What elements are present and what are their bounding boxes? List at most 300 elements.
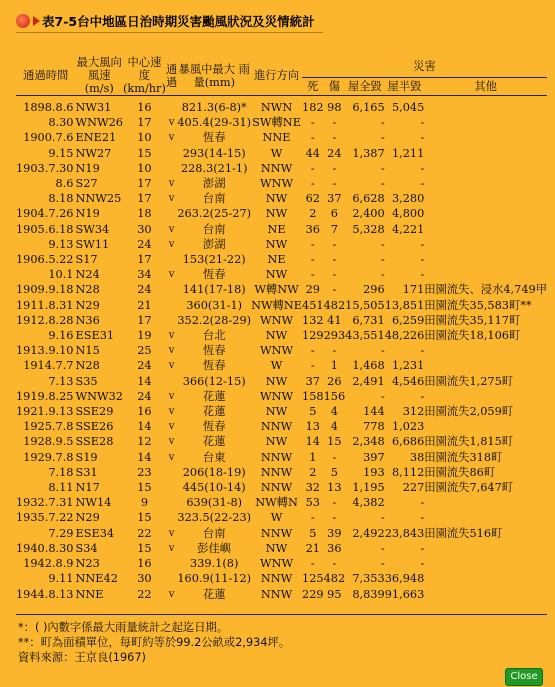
- cell-direction: NNW: [260, 587, 293, 601]
- cell-date: 1929.7.8: [23, 450, 74, 464]
- cell-wind: SSE28: [75, 435, 114, 449]
- cell-dead: 129: [302, 329, 324, 343]
- cell-other: [424, 237, 547, 252]
- cell-date: 1940.8.30: [16, 541, 74, 555]
- cell-injured: 4: [330, 420, 338, 434]
- cell-speed: 17: [137, 116, 152, 130]
- cell-speed: 12: [137, 435, 152, 449]
- cell-dead: -: [310, 161, 315, 175]
- header-injured: 傷: [328, 79, 341, 93]
- cell-dead: 36: [305, 222, 320, 236]
- cell-pass: [166, 298, 177, 313]
- cell-half-destroyed: 23,843: [384, 526, 425, 540]
- cell-pass: v: [168, 269, 175, 281]
- cell-half-destroyed: 13,851: [384, 298, 425, 312]
- cell-half-destroyed: -: [420, 344, 425, 358]
- cell-speed: 16: [137, 557, 152, 571]
- cell-speed: 25: [137, 344, 152, 358]
- table-row: [16, 267, 547, 282]
- cell-full-destroyed: 7,353: [352, 572, 385, 586]
- table-row: [16, 495, 547, 510]
- cell-speed: 17: [137, 253, 152, 267]
- cell-full-destroyed: 8,839: [352, 587, 385, 601]
- footnotes: [18, 620, 290, 665]
- cell-rain: 639(31-8): [186, 496, 243, 510]
- cell-rain: 153(21-22): [182, 253, 246, 267]
- cell-half-destroyed: 227: [402, 481, 425, 495]
- cell-half-destroyed: -: [420, 177, 425, 191]
- cell-half-destroyed: -: [420, 116, 425, 130]
- cell-rain: 821.3(6-8)*: [181, 101, 247, 114]
- cell-date: 1898.8.6: [23, 101, 74, 114]
- cell-date: 8.18: [48, 192, 74, 206]
- table-body: [16, 96, 547, 602]
- cell-other: [424, 587, 547, 602]
- cell-wind: NW14: [75, 496, 112, 510]
- cell-speed: 15: [137, 481, 152, 495]
- cell-full-destroyed: 2,348: [352, 435, 385, 449]
- cell-full-destroyed: 2,400: [352, 207, 385, 221]
- cell-direction: NW: [265, 329, 288, 343]
- cell-speed: 17: [137, 192, 152, 206]
- table-row: [16, 587, 547, 602]
- table-row: [16, 541, 547, 556]
- cell-pass: [166, 282, 177, 297]
- cell-other: 田園流失18,106町: [424, 329, 521, 343]
- cell-rain: 360(31-1): [186, 298, 243, 312]
- cell-other: [424, 252, 547, 267]
- cell-pass: [166, 206, 177, 221]
- cell-direction: NW: [265, 374, 288, 388]
- cell-dead: 14: [305, 435, 320, 449]
- cell-direction: NE: [267, 222, 286, 236]
- table-row: [16, 571, 547, 586]
- cell-full-destroyed: 193: [363, 465, 385, 479]
- cell-injured: 7: [330, 222, 338, 236]
- cell-date: 1906.5.22: [16, 253, 74, 267]
- cell-wind: N23: [75, 557, 100, 571]
- cell-dead: -: [310, 237, 315, 251]
- header-speed: 中心速度 (km/hr): [123, 56, 166, 95]
- cell-dead: 13: [305, 420, 320, 434]
- cell-date: 1909.9.18: [16, 283, 74, 297]
- arrow-icon: [33, 16, 40, 26]
- cell-other: [424, 130, 547, 145]
- cell-full-destroyed: 4,382: [352, 496, 385, 510]
- cell-injured: -: [332, 253, 337, 267]
- cell-other: 田園流失7,647町: [424, 481, 514, 495]
- cell-direction: WNW: [259, 313, 294, 327]
- table-row: [16, 130, 547, 145]
- cell-pass: v: [168, 223, 175, 235]
- cell-speed: 14: [137, 450, 152, 464]
- cell-injured: 5: [330, 465, 338, 479]
- cell-wind: SW34: [75, 222, 110, 236]
- table-row: [16, 146, 547, 161]
- cell-half-destroyed: 1,023: [391, 420, 425, 434]
- cell-injured: 26: [327, 374, 342, 388]
- cell-wind: N28: [75, 283, 100, 297]
- cell-other: [424, 343, 547, 358]
- cell-other: [424, 556, 547, 571]
- cell-other: [424, 176, 547, 191]
- cell-date: 1935.7.22: [16, 511, 74, 525]
- cell-date: 1914.7.7: [23, 359, 74, 373]
- cell-date: 1925.7.8: [23, 420, 74, 434]
- cell-speed: 24: [137, 389, 152, 403]
- cell-pass: v: [168, 406, 175, 418]
- cell-date: 8.30: [48, 116, 74, 130]
- cell-direction: NNW: [260, 161, 293, 175]
- cell-direction: NW: [265, 192, 288, 206]
- cell-pass: [166, 480, 177, 495]
- cell-dead: -: [310, 511, 315, 525]
- cell-pass: [166, 96, 177, 116]
- cell-wind: NNE42: [75, 572, 118, 586]
- table-row: [16, 206, 547, 221]
- cell-wind: S19: [75, 450, 98, 464]
- cell-pass: v: [168, 542, 175, 554]
- cell-wind: ESE31: [75, 329, 115, 343]
- cell-direction: W: [270, 146, 283, 160]
- cell-dead: 132: [302, 313, 324, 327]
- cell-half-destroyed: -: [420, 268, 425, 282]
- cell-half-destroyed: 3,280: [391, 192, 425, 206]
- cell-injured: -: [332, 511, 337, 525]
- cell-dead: -: [310, 177, 315, 191]
- cell-half-destroyed: 8,112: [391, 465, 425, 479]
- cell-other: [424, 96, 547, 116]
- cell-pass: [166, 510, 177, 525]
- cell-direction: NW轉N: [255, 496, 298, 510]
- cell-injured: 24: [327, 146, 342, 160]
- cell-rain: 405.4(29-31): [177, 116, 252, 130]
- cell-direction: SW轉NE: [252, 116, 301, 130]
- cell-speed: 17: [137, 177, 152, 191]
- cell-pass: [166, 374, 177, 389]
- cell-direction: WNW: [259, 344, 294, 358]
- cell-rain: 台北: [202, 329, 226, 343]
- cell-half-destroyed: -: [420, 253, 425, 267]
- cell-full-destroyed: -: [380, 253, 385, 267]
- cell-full-destroyed: 2,492: [352, 526, 385, 540]
- cell-dead: -: [310, 268, 315, 282]
- cell-dead: -: [310, 557, 315, 571]
- header-direction: 進行方向: [253, 69, 300, 82]
- cell-pass: v: [168, 451, 175, 463]
- table-row: [16, 556, 547, 571]
- cell-dead: -: [310, 253, 315, 267]
- cell-other: 田園流失318町: [424, 450, 503, 464]
- cell-date: 1905.6.18: [16, 222, 74, 236]
- cell-speed: 22: [137, 587, 152, 601]
- cell-half-destroyed: -: [420, 237, 425, 251]
- cell-direction: NW: [265, 435, 288, 449]
- cell-injured: 39: [327, 526, 342, 540]
- table-row: [16, 358, 547, 373]
- cell-speed: 24: [137, 359, 152, 373]
- cell-direction: NW: [265, 268, 288, 282]
- table-row: [16, 465, 547, 480]
- cell-full-destroyed: 397: [363, 450, 385, 464]
- cell-injured: 6: [330, 207, 338, 221]
- cell-injured: 482: [323, 572, 346, 586]
- cell-date: 9.16: [48, 329, 74, 343]
- cell-speed: 30: [137, 222, 152, 236]
- cell-dead: 2: [309, 465, 317, 479]
- cell-other: 田園流失516町: [424, 526, 503, 540]
- cell-wind: WNW26: [75, 116, 123, 130]
- table-row: [16, 389, 547, 404]
- cell-rain: 206(18-19): [182, 465, 246, 479]
- cell-other: [424, 161, 547, 176]
- cell-other: 田園流失、浸水4,749甲: [424, 283, 547, 297]
- cell-injured: 1: [330, 359, 338, 373]
- cell-wind: WNW32: [75, 389, 123, 403]
- cell-full-destroyed: 6,628: [352, 192, 385, 206]
- cell-rain: 恆春: [202, 344, 226, 358]
- table-row: [16, 115, 547, 130]
- cell-full-destroyed: -: [380, 389, 385, 403]
- footnote-1: *：( )內數字係最大雨量統計之起迄日期。: [18, 621, 229, 634]
- cell-half-destroyed: -: [420, 131, 425, 145]
- cell-other: [424, 191, 547, 206]
- cell-other: 田園流失35,117町: [424, 313, 521, 327]
- cell-dead: 182: [302, 101, 324, 114]
- cell-full-destroyed: 43,551: [345, 329, 385, 343]
- cell-other: 田園流失1,815町: [424, 435, 514, 449]
- header-dead: 死: [307, 79, 319, 93]
- cell-injured: 41: [327, 313, 342, 327]
- cell-date: 9.11: [48, 572, 74, 586]
- table-row: [16, 282, 547, 297]
- cell-half-destroyed: 6,259: [391, 313, 425, 327]
- cell-injured: 13: [327, 481, 342, 495]
- close-button[interactable]: Close: [505, 668, 543, 686]
- cell-speed: 9: [140, 496, 149, 510]
- cell-half-destroyed: 4,800: [391, 207, 425, 221]
- cell-direction: NNW: [260, 450, 293, 464]
- cell-dead: 1: [309, 450, 317, 464]
- cell-other: [424, 267, 547, 282]
- cell-direction: NNE: [262, 131, 291, 145]
- cell-pass: v: [168, 117, 175, 129]
- cell-pass: v: [168, 193, 175, 205]
- cell-other: [424, 541, 547, 556]
- cell-direction: NW: [265, 207, 288, 221]
- cell-wind: N15: [75, 344, 100, 358]
- cell-half-destroyed: 1,231: [391, 359, 425, 373]
- cell-date: 1911.8.31: [16, 298, 74, 312]
- cell-speed: 10: [137, 161, 152, 175]
- cell-direction: NNW: [260, 465, 293, 479]
- cell-direction: NW: [265, 237, 288, 251]
- cell-half-destroyed: 4,221: [391, 222, 425, 236]
- cell-date: 10.1: [48, 268, 74, 282]
- cell-full-destroyed: 1,387: [352, 146, 385, 160]
- cell-dead: -: [310, 131, 315, 145]
- cell-speed: 15: [137, 511, 152, 525]
- table-row: [16, 176, 547, 191]
- cell-speed: 24: [137, 237, 152, 251]
- cell-date: 7.18: [48, 465, 74, 479]
- cell-full-destroyed: -: [380, 557, 385, 571]
- table-row: [16, 480, 547, 495]
- cell-speed: 23: [137, 465, 152, 479]
- header-half-destroyed: 屋半毀: [387, 79, 422, 93]
- cell-full-destroyed: -: [380, 237, 385, 251]
- cell-speed: 14: [137, 420, 152, 434]
- cell-dead: -: [310, 344, 315, 358]
- cell-rain: 台東: [202, 450, 226, 464]
- cell-wind: NW31: [75, 101, 112, 114]
- cell-dead: 125: [302, 572, 324, 586]
- cell-injured: -: [332, 450, 337, 464]
- cell-injured: 15: [327, 435, 342, 449]
- cell-date: 1900.7.6: [23, 131, 74, 145]
- cell-pass: [166, 465, 177, 480]
- cell-rain: 彭佳嶼: [197, 541, 232, 555]
- cell-half-destroyed: 48,226: [384, 329, 425, 343]
- cell-injured: 37: [327, 192, 342, 206]
- cell-pass: [166, 571, 177, 586]
- cell-injured: -: [332, 237, 337, 251]
- cell-half-destroyed: 5,045: [391, 101, 425, 114]
- table-row: [16, 298, 547, 313]
- cell-wind: S34: [75, 541, 98, 555]
- cell-dead: 2: [309, 207, 317, 221]
- cell-wind: ENE21: [75, 131, 117, 145]
- table-row: [16, 328, 547, 343]
- cell-full-destroyed: -: [380, 541, 385, 555]
- cell-injured: -: [332, 557, 337, 571]
- footnote-source: 資料來源：王京良(1967): [18, 651, 146, 664]
- cell-date: 1904.7.26: [16, 207, 74, 221]
- cell-pass: v: [168, 436, 175, 448]
- cell-half-destroyed: -: [420, 541, 425, 555]
- cell-full-destroyed: -: [380, 131, 385, 145]
- header-rain: 暴風中最大 雨量(mm): [178, 62, 250, 89]
- cell-dead: 229: [302, 587, 324, 601]
- cell-injured: 98: [327, 101, 342, 114]
- table-row: [16, 526, 547, 541]
- table-row: [16, 450, 547, 465]
- cell-dead: 53: [305, 496, 320, 510]
- cell-speed: 18: [137, 207, 152, 221]
- header-full-destroyed: 屋全毀: [347, 79, 382, 93]
- cell-half-destroyed: 36,948: [384, 572, 425, 586]
- cell-dead: 29: [305, 283, 320, 297]
- cell-wind: NW27: [75, 146, 112, 160]
- cell-dead: 32: [305, 481, 320, 495]
- cell-date: 1903.7.30: [16, 161, 74, 175]
- cell-rain: 323.5(22-23): [177, 511, 252, 525]
- cell-other: [424, 495, 547, 510]
- table-row: [16, 222, 547, 237]
- cell-direction: W: [270, 359, 283, 373]
- cell-direction: W轉NW: [254, 283, 299, 297]
- cell-other: 田園流失2,059町: [424, 405, 514, 419]
- cell-speed: 16: [137, 101, 152, 114]
- cell-other: [424, 358, 547, 373]
- cell-dead: 5: [309, 526, 317, 540]
- cell-half-destroyed: 91,663: [384, 587, 425, 601]
- cell-pass: [166, 252, 177, 267]
- cell-full-destroyed: 6,165: [352, 101, 385, 114]
- cell-full-destroyed: 5,328: [352, 222, 385, 236]
- cell-speed: 34: [137, 268, 152, 282]
- cell-date: 1944.8.13: [16, 587, 74, 601]
- cell-other: [424, 571, 547, 586]
- cell-rain: 花蓮: [202, 587, 226, 601]
- cell-half-destroyed: -: [420, 161, 425, 175]
- cell-rain: 352.2(28-29): [177, 313, 252, 327]
- table-title-bar: [16, 10, 323, 33]
- cell-rain: 445(10-14): [182, 481, 246, 495]
- cell-half-destroyed: 312: [402, 405, 425, 419]
- cell-other: 田園流失1,275町: [424, 374, 514, 388]
- cell-date: 9.15: [48, 146, 74, 160]
- cell-other: 田園流失35,583町**: [424, 298, 532, 312]
- cell-other: [424, 389, 547, 404]
- cell-full-destroyed: 15,505: [345, 298, 385, 312]
- cell-wind: S31: [75, 465, 98, 479]
- cell-rain: 台南: [202, 192, 226, 206]
- cell-full-destroyed: 1,468: [352, 359, 385, 373]
- cell-speed: 15: [137, 541, 152, 555]
- cell-speed: 21: [137, 298, 152, 312]
- cell-full-destroyed: -: [380, 116, 385, 130]
- cell-injured: 95: [327, 587, 342, 601]
- cell-pass: v: [168, 421, 175, 433]
- cell-half-destroyed: 4,546: [391, 374, 425, 388]
- cell-direction: NW: [265, 405, 288, 419]
- table-row: [16, 374, 547, 389]
- cell-rain: 花蓮: [202, 389, 226, 403]
- cell-injured: 482: [323, 298, 346, 312]
- cell-dead: 21: [305, 541, 320, 555]
- footnote-divider: [16, 614, 547, 615]
- table-row: [16, 96, 547, 116]
- cell-other: 田園流失86町: [424, 465, 496, 479]
- cell-date: 8.11: [48, 481, 74, 495]
- table-row: [16, 510, 547, 525]
- cell-full-destroyed: -: [380, 177, 385, 191]
- cell-direction: NNW: [260, 572, 293, 586]
- table-row: [16, 191, 547, 206]
- cell-rain: 台南: [202, 222, 226, 236]
- cell-injured: -: [332, 268, 337, 282]
- cell-other: [424, 146, 547, 161]
- cell-pass: [166, 146, 177, 161]
- cell-injured: -: [332, 496, 337, 510]
- cell-dead: -: [310, 116, 315, 130]
- cell-direction: NW: [265, 541, 288, 555]
- cell-date: 1942.8.9: [23, 557, 74, 571]
- typhoon-table: [16, 56, 547, 602]
- cell-wind: NNW25: [75, 192, 122, 206]
- cell-rain: 花蓮: [202, 435, 226, 449]
- cell-wind: S17: [75, 253, 98, 267]
- cell-dead: 451: [302, 298, 324, 312]
- cell-rain: 澎湖: [202, 237, 226, 251]
- cell-injured: -: [332, 344, 337, 358]
- table-row: [16, 434, 547, 449]
- cell-pass: [166, 161, 177, 176]
- cell-injured: 4: [330, 405, 338, 419]
- cell-half-destroyed: 38: [409, 450, 425, 464]
- cell-rain: 339.1(8): [190, 557, 239, 571]
